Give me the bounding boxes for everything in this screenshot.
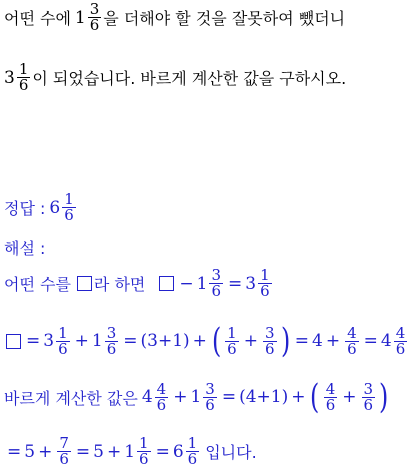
solution-step-1 (4, 268, 274, 299)
numerator: 3 (264, 323, 275, 342)
whole-part: 4 (380, 331, 392, 351)
problem-text-2: 이 되었습니다. 바르게 계산한 값을 구하시오. (32, 69, 347, 88)
fraction (225, 323, 239, 358)
fraction (56, 323, 70, 358)
step1-text: 어떤 수를 (4, 275, 71, 294)
denominator: 6 (264, 339, 275, 358)
solution-label-line (4, 236, 45, 259)
fraction (155, 379, 169, 414)
numerator: 3 (106, 323, 117, 342)
whole-sum: (4+1) (239, 387, 289, 407)
fraction (324, 379, 338, 414)
problem-text-1: 어떤 수에 (4, 9, 71, 28)
answer-value (49, 192, 77, 223)
whole-part: 6 (49, 197, 61, 218)
denominator: 6 (395, 339, 406, 358)
whole-part: 4 (141, 387, 153, 407)
minus-sign: − (179, 273, 194, 294)
whole-value: 5 (93, 441, 104, 462)
step3-text: 바르게 계산한 값은 (4, 388, 138, 408)
fraction (203, 379, 217, 414)
denominator: 6 (18, 76, 29, 94)
denominator: 6 (347, 339, 357, 358)
fraction (263, 323, 277, 358)
denominator: 6 (64, 206, 74, 224)
numerator: 1 (139, 434, 149, 452)
whole-result: 4 (312, 331, 323, 351)
fraction (88, 2, 102, 33)
unknown-box (6, 334, 21, 349)
whole-sum: (3+1) (140, 331, 190, 351)
plus-sign: + (173, 387, 188, 407)
problem-line-1 (4, 2, 345, 33)
whole-part: 1 (196, 273, 208, 294)
whole-part: 3 (4, 67, 15, 88)
mixed-number (124, 436, 152, 467)
equals-sign: = (123, 331, 138, 351)
numerator: 1 (260, 266, 270, 284)
left-paren: ( (211, 321, 222, 361)
plus-sign: + (38, 441, 53, 462)
denominator: 6 (139, 450, 149, 468)
right-paren: ) (280, 321, 290, 361)
equals-sign: = (228, 273, 243, 294)
fraction (62, 192, 76, 223)
numerator: 4 (156, 379, 167, 398)
step1-text-2: 라 하면 (93, 275, 146, 294)
equals-sign: = (26, 331, 41, 351)
problem-line-2 (4, 62, 346, 93)
fraction (186, 436, 200, 467)
denominator: 6 (106, 339, 117, 358)
solution-step-3 (4, 377, 390, 417)
numerator: 3 (363, 379, 374, 398)
solution-label: 해설 : (4, 239, 46, 258)
answer-line (4, 192, 78, 223)
whole-part: 1 (124, 441, 136, 462)
solution-step-4 (4, 436, 257, 467)
denominator: 6 (205, 395, 215, 414)
equals-sign: = (155, 441, 170, 462)
fraction (258, 268, 272, 299)
unknown-box (159, 276, 174, 291)
denominator: 6 (58, 339, 68, 358)
unknown-box (77, 276, 92, 291)
numerator: 1 (58, 323, 68, 342)
numerator: 4 (395, 323, 406, 342)
denominator: 6 (227, 339, 237, 358)
fraction (362, 379, 376, 414)
mixed-number (380, 323, 409, 358)
whole-part: 1 (74, 7, 86, 28)
fraction (57, 436, 71, 467)
denominator: 6 (156, 395, 167, 414)
fraction (345, 323, 359, 358)
numerator: 1 (187, 434, 198, 452)
denominator: 6 (363, 395, 374, 414)
equals-sign: = (7, 441, 22, 462)
mixed-number (43, 323, 71, 358)
equals-sign: = (294, 331, 310, 351)
numerator: 3 (205, 379, 215, 398)
denominator: 6 (59, 450, 69, 468)
fraction (209, 268, 223, 299)
whole-value: 5 (24, 441, 36, 462)
solution-step-2 (4, 321, 409, 361)
numerator: 3 (211, 266, 222, 284)
denominator: 6 (260, 282, 270, 300)
plus-sign: + (106, 441, 122, 462)
plus-sign: + (325, 331, 341, 351)
plus-sign: + (291, 387, 306, 407)
left-paren: ( (310, 377, 320, 417)
right-paren: ) (379, 377, 389, 417)
whole-part: 1 (190, 387, 202, 407)
denominator: 6 (187, 450, 198, 468)
plus-sign: + (74, 331, 89, 351)
numerator: 4 (325, 379, 336, 398)
step4-end-text: 입니다. (205, 443, 257, 462)
mixed-number (4, 62, 32, 93)
numerator: 7 (59, 434, 69, 452)
mixed-number (190, 379, 218, 414)
numerator: 1 (18, 60, 29, 78)
mixed-number (141, 379, 170, 414)
mixed-number (197, 268, 225, 299)
fraction (394, 323, 408, 358)
mixed-number (173, 436, 201, 467)
numerator: 1 (227, 323, 237, 342)
whole-part: 6 (172, 441, 184, 462)
mixed-number (245, 268, 273, 299)
numerator: 4 (347, 323, 357, 342)
numerator: 1 (64, 190, 74, 208)
denominator: 6 (325, 395, 336, 414)
answer-label: 정답 : (4, 199, 46, 218)
numerator: 3 (89, 0, 100, 18)
whole-part: 3 (245, 273, 257, 294)
fraction (17, 62, 31, 93)
mixed-number (91, 323, 120, 358)
denominator: 6 (89, 16, 100, 34)
denominator: 6 (211, 282, 222, 300)
mixed-number (75, 2, 103, 33)
problem-text-1b: 을 더해야 할 것을 잘못하여 뺐더니 (103, 9, 346, 28)
equals-sign: = (363, 331, 378, 351)
fraction (137, 436, 151, 467)
equals-sign: = (221, 387, 237, 407)
whole-part: 3 (43, 331, 55, 351)
plus-sign: + (243, 331, 258, 351)
plus-sign: + (342, 387, 357, 407)
fraction (105, 323, 119, 358)
whole-part: 1 (91, 331, 103, 351)
plus-sign: + (192, 331, 207, 351)
equals-sign: = (75, 441, 91, 462)
